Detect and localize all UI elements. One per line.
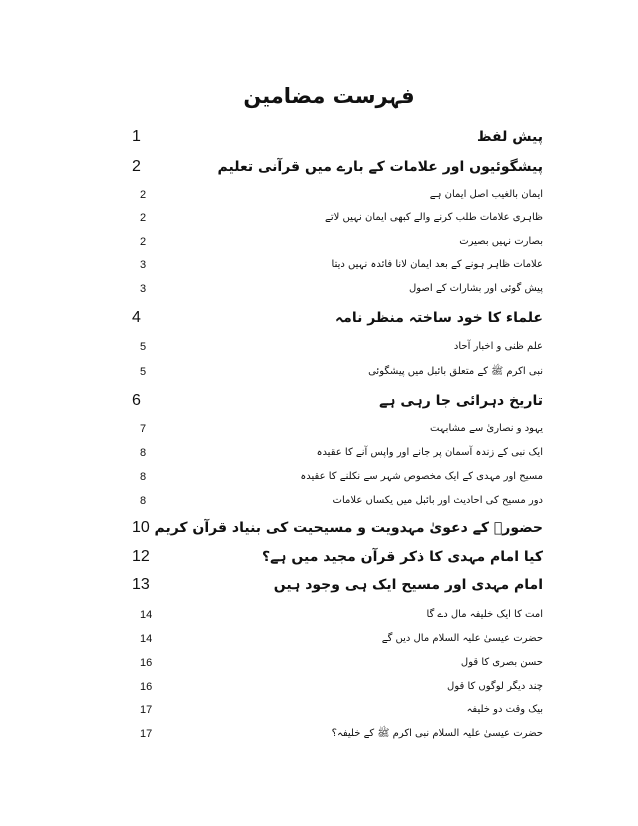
toc-entry [0,254,638,276]
toc-entry [0,336,638,358]
toc-entry [0,156,638,178]
toc-page-number: 17 [140,704,153,716]
toc-entry [0,699,638,721]
toc-entry-title: مسیح اور مہدی کے ایک مخصوص شہر سے نکلنے کا عقیدہ [300,471,543,482]
toc-entry [0,442,638,464]
toc-page-number: 6 [132,392,141,409]
toc-entry [0,604,638,626]
toc-page-number: 5 [140,341,147,353]
toc-entry-title: دور مسیح کی احادیث اور بائبل میں یکساں علامات [332,495,543,506]
toc-page-number: 3 [140,283,147,295]
page-title: فہرست مضامین [243,84,415,108]
toc-entry [0,723,638,745]
toc-entry [0,278,638,300]
toc-page-number: 3 [140,259,147,271]
toc-page-number: 2 [140,212,147,224]
toc-entry [0,418,638,440]
toc-entry-title: ایمان بالغیب اصل ایمان ہے [429,189,543,200]
toc-entry [0,517,638,539]
toc-entry-title: ایک نبی کے زندہ آسمان پر جانے اور واپس آنے کا عقیدہ [316,447,543,458]
toc-entry-title: چند دیگر لوگوں کا قول [447,681,543,692]
toc-page-number: 16 [140,657,153,669]
toc-entry [0,307,638,329]
toc-page-number: 10 [132,519,150,536]
toc-entry-title: بیک وقت دو خلیفہ [466,704,543,715]
toc-page-number: 8 [140,495,147,507]
toc-page-number: 16 [140,681,153,693]
toc-entry-title: حضورؐ کے دعویٰ مہدویت و مسیحیت کی بنیاد قرآن کریم [154,520,543,536]
toc-entry-title: امت کا ایک خلیفہ مال دے گا [426,609,543,620]
toc-entry [0,231,638,253]
toc-entry-title: نبی اکرم ﷺ کے متعلق بائبل میں پیشگوئی [368,366,543,377]
toc-entry-title: امام مہدی اور مسیح ایک ہی وجود ہیں [273,577,543,593]
toc-entry-title: تاریخ دہرائی جا رہی ہے [379,393,543,409]
toc-page-number: 1 [132,128,141,145]
toc-entry [0,546,638,568]
toc-entry-title: علماء کا خود ساختہ منظر نامہ [334,310,543,326]
toc-entry [0,628,638,650]
toc-entry [0,207,638,229]
toc-entry-title: پیش لفظ [477,129,543,145]
toc-page-number: 17 [140,728,153,740]
toc-entry [0,574,638,596]
toc-entry [0,390,638,412]
toc-entry-title: حسن بصری کا قول [460,657,543,668]
toc-entry-title: پیشگوئیوں اور علامات کے بارے میں قرآنی تعلیم [217,159,543,175]
toc-entry [0,126,638,148]
toc-entry-title: بصارت نہیں بصیرت [459,236,543,247]
toc-page-number: 4 [132,309,141,326]
toc-page-number: 13 [132,576,150,593]
toc-entry [0,466,638,488]
toc-entry-title: یہود و نصاریٰ سے مشابہت [430,423,543,434]
toc-page-number: 2 [140,189,147,201]
toc-entry-title: پیش گوئی اور بشارات کے اصول [408,283,543,294]
toc-entry [0,652,638,674]
toc-entry-title: کیا امام مہدی کا ذکر قرآن مجید میں ہے؟ [261,549,543,565]
toc-page-number: 14 [140,609,153,621]
toc-page-number: 8 [140,447,147,459]
toc-entry-title: ظاہری علامات طلب کرنے والے کبھی ایمان نہیں لاتے [325,212,543,223]
toc-page-number: 14 [140,633,153,645]
toc-entry-title: علم ظنی و اخبار آحاد [453,341,543,352]
toc-page-number: 2 [140,236,147,248]
toc-entry [0,361,638,383]
toc-page-number: 8 [140,471,147,483]
toc-entry-title: حضرت عیسیٰ علیہ السلام نبی اکرم ﷺ کے خلیفہ؟ [331,728,543,739]
toc-page-number: 7 [140,423,147,435]
toc-entry [0,490,638,512]
toc-page-number: 12 [132,548,150,565]
toc-entry-title: علامات ظاہر ہونے کے بعد ایمان لانا فائدہ نہیں دیتا [331,259,543,270]
toc-entry-title: حضرت عیسیٰ علیہ السلام مال دیں گے [381,633,543,644]
toc-page-number: 5 [140,366,147,378]
toc-page-number: 2 [132,158,141,175]
toc-entry [0,184,638,206]
toc-entry [0,676,638,698]
